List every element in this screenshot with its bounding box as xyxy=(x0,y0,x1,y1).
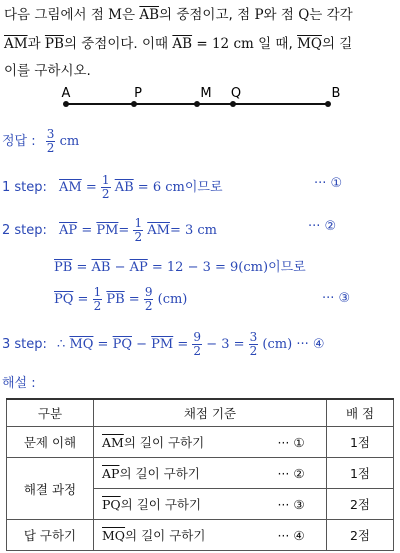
row-mark: ··· ③ xyxy=(256,489,327,520)
grading-table xyxy=(6,398,394,551)
explanation-label: 해설 : xyxy=(2,376,36,391)
row-criteria: $\overline{PQ}$의 길이 구하기 xyxy=(94,489,257,520)
mark-2: ··· ② xyxy=(308,219,337,234)
question-line-2: $\overline{AM}$과 $\overline{PB}$의 중점이다. 이때 $\overline{AB} = 12$ cm 일 때, $\overline{MQ}$의 길 xyxy=(4,36,353,52)
answer-row xyxy=(2,128,79,155)
table-top-rule xyxy=(6,398,394,400)
row-category: 문제 이해 xyxy=(7,427,94,458)
header-criteria: 채점 기준 xyxy=(94,399,327,427)
label-p: P xyxy=(134,86,142,101)
row-mark: ··· ④ xyxy=(256,520,327,551)
point-q xyxy=(230,101,236,107)
mark-3: ··· ③ xyxy=(322,291,351,306)
step-1: 1 step: $\overline{AM}$ = $\frac{1}{2}$ $\overline{AB} = 6$ cm이므로 xyxy=(2,173,223,201)
label-a: A xyxy=(61,86,71,101)
row-criteria: $\overline{MQ}$의 길이 구하기 xyxy=(94,520,257,551)
answer-fraction: $\frac{3}{2}$ xyxy=(46,127,55,155)
table-row xyxy=(7,520,394,551)
row-category: 해결 과정 xyxy=(7,458,94,520)
point-b xyxy=(325,101,331,107)
table-row xyxy=(7,427,394,458)
step-2b: $\overline{PB} = \overline{AB} - \overline{AP} = 12 - 3 = 9(cm)$이므로 xyxy=(54,260,306,275)
header-score: 배 점 xyxy=(327,399,394,427)
answer-label: 정답 : xyxy=(2,134,36,149)
answer-unit: cm xyxy=(59,134,80,149)
label-q: Q xyxy=(230,86,242,101)
table-row xyxy=(7,458,394,489)
row-score: 1점 xyxy=(327,427,394,458)
row-category: 답 구하기 xyxy=(7,520,94,551)
point-a xyxy=(63,101,69,107)
label-m: M xyxy=(200,86,212,101)
row-criteria: $\overline{AP}$의 길이 구하기 xyxy=(94,458,257,489)
row-score: 2점 xyxy=(327,489,394,520)
point-p xyxy=(131,101,137,107)
step-2: 2 step: $\overline{AP} = \overline{PM}=$ $\frac{1}{2}$ $\overline{AM}= 3$ cm xyxy=(2,216,217,244)
row-mark: ··· ① xyxy=(256,427,327,458)
mark-1: ··· ① xyxy=(314,176,343,191)
point-m xyxy=(194,101,200,107)
step-2c: $\overline{PQ}$ = $\frac{1}{2}$ $\overline{PB}$ = $\frac{9}{2}$ (cm) xyxy=(54,285,188,313)
row-criteria: $\overline{AM}$의 길이 구하기 xyxy=(94,427,257,458)
header-category: 구분 xyxy=(7,399,94,427)
question-line-1: 다음 그림에서 점 M은 $\overline{AB}$의 중점이고, 점 P와 점 Q는 각각 xyxy=(4,7,353,23)
row-score: 2점 xyxy=(327,520,394,551)
question-line-3: 이를 구하시오. xyxy=(4,63,91,79)
row-mark: ··· ② xyxy=(256,458,327,489)
label-b: B xyxy=(331,86,341,101)
table-header-row xyxy=(7,399,394,427)
segment-figure xyxy=(0,84,400,114)
step-3: 3 step: ∴ $\overline{MQ} = \overline{PQ} - \overline{PM}$ = $\frac{9}{2}$ − 3 = $\frac{3}{2}$ (cm) ··· ④ xyxy=(2,330,325,358)
row-score: 1점 xyxy=(327,458,394,489)
